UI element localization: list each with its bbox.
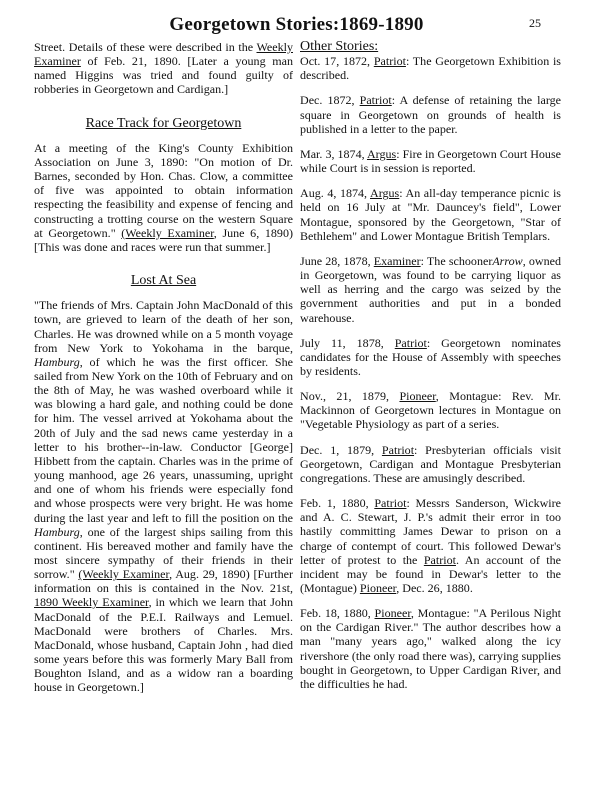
- other-stories-heading: Other Stories:: [300, 39, 379, 54]
- section-heading-race-track: Race Track for Georgetown: [85, 115, 242, 131]
- entry-date: July 11, 1878,: [300, 335, 395, 350]
- source-citation: Weekly Examiner: [34, 40, 293, 69]
- source-citation: Pioneer: [359, 581, 397, 595]
- source-citation: Examiner: [373, 253, 421, 268]
- source-citation: Pioneer: [374, 606, 411, 621]
- entry-date: Dec. 1, 1879,: [300, 442, 382, 457]
- entry-text: : An all-day temperance picnic is held on 16 July at "Mr. Dauncey's field", Lower Montague, sponsored by the Georgetown, "Star of Bethlehem" and Lower Montague British Templars.: [300, 186, 561, 243]
- entry-date: Oct. 17, 1872,: [300, 54, 374, 69]
- page-title: Georgetown Stories:1869-1890: [169, 14, 424, 35]
- story-entry: [300, 93, 561, 135]
- story-entry: [300, 496, 561, 595]
- entry-text: : Fire in Georgetown Court House while Court is in session is reported.: [300, 146, 561, 176]
- source-citation: Patriot: [373, 54, 406, 69]
- text: , Aug. 29, 1890) [Further information on this is contained in the Nov. 21st,: [34, 567, 293, 596]
- source-citation: Pioneer: [399, 389, 436, 404]
- story-entry: [300, 389, 561, 431]
- entry-date: Feb. 18, 1880,: [300, 606, 375, 621]
- entry-text: : Messrs Sanderson, Wickwire and A. C. Stewart, J. P.'s admit their error in too hastily committing James Dewar to prison on a charge of contempt of court. This followed Dewar's letter of protest to the: [300, 496, 561, 567]
- story-entry: [300, 336, 561, 378]
- intro-paragraph: [34, 40, 293, 97]
- story-entry: [300, 606, 561, 691]
- entry-date: Dec. 1872,: [300, 93, 360, 108]
- text: , one of the largest ships sailing from this continent. His bereaved mother and family have the most sincere sympathy of their friends in their sorrow.": [34, 524, 293, 582]
- story-entry: [300, 186, 561, 243]
- entry-date: Mar. 3, 1874,: [300, 146, 367, 161]
- entry-text: , Montague: Rev. Mr. Mackinnon of Georgetown lectures in Montague on "Vegetable Physiology as part of a series.: [300, 389, 561, 432]
- source-citation: Argus: [366, 146, 397, 161]
- source-citation: Patriot: [423, 552, 456, 567]
- text: , of which he was the first officer. She sailed from New York on the 10th of February and on the 8th of May, he was washed overboard while it was blowing a hard gale, and nothing could be done for him. The vessel arrived at Yokohama about the 20th of July and the sad news came yesterday in a letter to his brother--in-law. Conductor [George] Hibbett from the captain. Charles was in the prime of young manhood, age 26 years, unassuming, upright and one of whom his friends were especially fond and whose prospects were very bright. He was home during the last year and left to fill the position on the: [34, 354, 293, 525]
- lost-at-sea-paragraph: [34, 298, 293, 694]
- ship-name: Hamburg: [34, 524, 80, 539]
- entry-date: Feb. 1, 1880,: [300, 496, 375, 511]
- text: Street. Details of these were described in the: [34, 40, 257, 54]
- story-entry: [300, 443, 561, 485]
- entry-text: : A defense of retaining the large square in Georgetown on grounds of health is published in a letter to the paper.: [300, 93, 561, 136]
- race-track-paragraph: [34, 141, 293, 254]
- entry-text: : The Georgetown Exhibition is described.: [300, 54, 561, 83]
- source-citation: Patriot: [394, 335, 427, 350]
- source-citation: Argus: [370, 186, 400, 201]
- entry-text: : The schooner: [420, 253, 493, 268]
- source-citation: Patriot: [381, 442, 415, 457]
- ship-name: Arrow: [492, 253, 523, 268]
- entry-date: Nov., 21, 1879,: [300, 389, 400, 404]
- text: "The friends of Mrs. Captain John MacDonald of this town, are grieved to learn of the death of her son, Charles. He was drowned while on a 5 month voyage from New York to Yokohama in the barque,: [34, 298, 293, 355]
- source-citation: Patriot: [359, 93, 392, 108]
- source-citation: 1890 Weekly Examiner: [34, 595, 149, 610]
- story-entry: [300, 54, 561, 82]
- source-citation: (Weekly Examiner: [121, 225, 214, 240]
- entry-text: , Dec. 26, 1880.: [396, 581, 473, 595]
- text: At a meeting of the King's County Exhibition Association on June 3, 1890: "On motion of Dr. Barnes, seconded by Hon. Chas. Clow, a committee of five was appointed to obtain information respecting the feasibility and expense of fencing and constructing a trotting course on the western Square at Georgetown.": [34, 140, 293, 240]
- source-citation: Patriot: [374, 496, 407, 511]
- entry-text: . An account of the incident may be found in Dewar's letter to the (Montague): [300, 552, 561, 595]
- entry-text: : Presbyterian officials visit Georgetown, Cardigan and Montague Presbyterian congregations. These are amusingly described.: [300, 442, 561, 485]
- left-column: [34, 40, 293, 695]
- entry-date: Aug. 4, 1874,: [300, 186, 370, 201]
- entry-text: , Montague: "A Perilous Night on the Cardigan River." The author describes how a man "many years ago," walked along the icy rivershore (the only road there was), carrying supplies bought in Georgetown, to Upper Cardigan River, and the difficulties he had.: [300, 606, 561, 691]
- story-entry: [300, 147, 561, 175]
- ship-name: Hamburg: [34, 354, 80, 369]
- story-entry: [300, 254, 561, 325]
- right-column: [300, 40, 561, 702]
- source-citation: (Weekly Examiner: [78, 567, 170, 582]
- entry-text: : Georgetown nominates candidates for the House of Assembly with speeches by residents.: [300, 335, 562, 378]
- page-number: 25: [529, 16, 541, 30]
- text: , in which we learn that John MacDonald of the P.E.I. Railways and Lemuel. MacDonald were brothers of Charles. Mrs. MacDonald, whose husband, Captain John , had died some years before this was formerly Mary Ball from Boughton Island, and as a widow ran a boarding house in Georgetown.]: [34, 595, 293, 695]
- entry-date: June 28, 1878,: [300, 253, 374, 268]
- text: of Feb. 21, 1890. [Later a young man named Higgins was tried and found guilty of robberies in Georgetown and Cardigan.]: [34, 54, 293, 97]
- text: , June 6, 1890) [This was done and races were run that summer.]: [34, 225, 293, 254]
- entry-text: , owned in Georgetown, was found to be carrying liquor as well as herring and the cargo was seized by the government authorities and put in a bonded warehouse.: [300, 253, 561, 325]
- section-heading-lost-at-sea: Lost At Sea: [130, 273, 197, 289]
